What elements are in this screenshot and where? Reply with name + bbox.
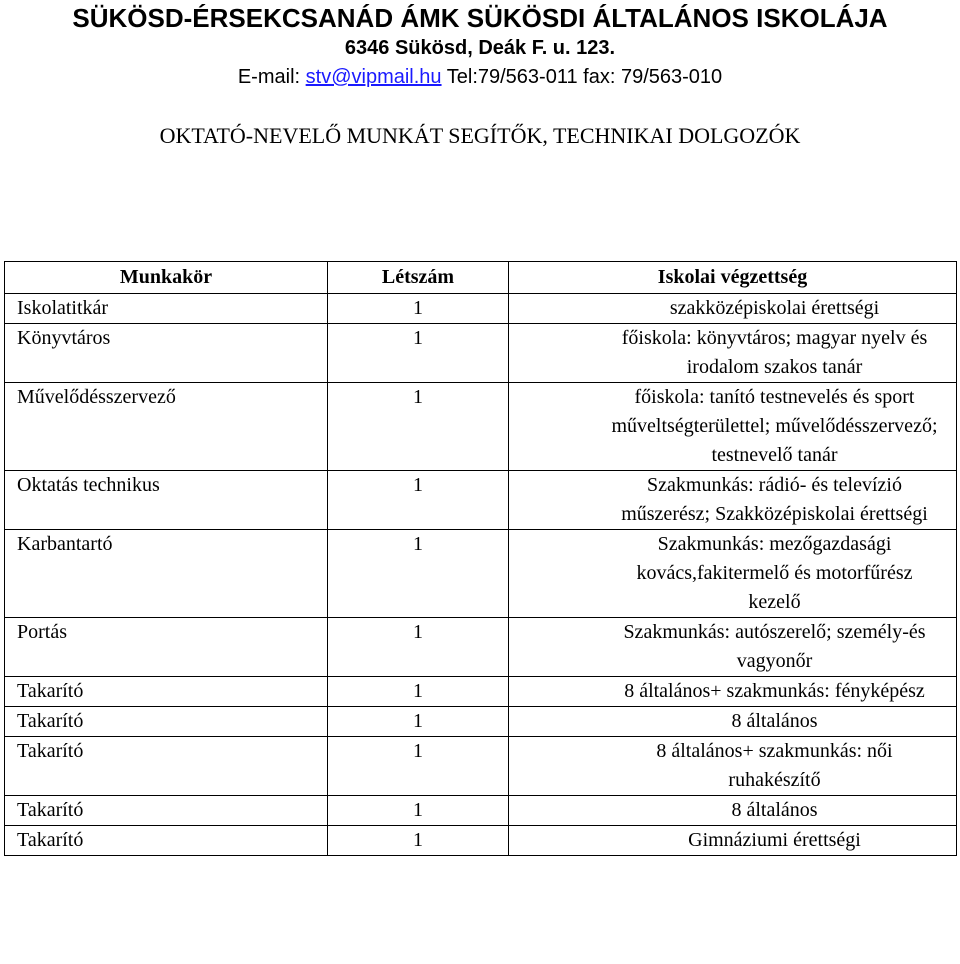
cell-count: 1 [328,471,509,530]
header-count: Létszám [328,262,509,294]
table-row [5,618,957,677]
cell-count: 1 [328,324,509,383]
table-row [5,707,957,737]
cell-count: 1 [328,707,509,737]
cell-role: Takarító [5,677,328,707]
email-label: E-mail: [237,66,301,88]
cell-count: 1 [328,530,509,618]
email-link[interactable]: stv@vipmail.hu [305,66,442,88]
cell-education: főiskola: könyvtáros; magyar nyelv és irodalom szakos tanár [509,324,957,383]
table-row [5,530,957,618]
table-row [5,294,957,324]
fax-number: fax: 79/563-010 [583,66,723,88]
table-row [5,324,957,383]
cell-role: Takarító [5,796,328,826]
cell-education: 8 általános [509,796,957,826]
cell-education: Szakmunkás: mezőgazdasági kovács,fakitermelő és motorfűrész kezelő [509,530,957,618]
contact-line [0,64,960,90]
school-name: SÜKÖSD-ÉRSEKCSANÁD ÁMK SÜKÖSDI ÁLTALÁNOS ISKOLÁJA [72,3,888,33]
table-row [5,471,957,530]
section-title: OKTATÓ-NEVELŐ MUNKÁT SEGÍTŐK, TECHNIKAI DOLGOZÓK [159,123,801,148]
cell-education: 8 általános [509,707,957,737]
cell-role: Takarító [5,737,328,796]
cell-education: szakközépiskolai érettségi [509,294,957,324]
cell-role: Karbantartó [5,530,328,618]
cell-education: főiskola: tanító testnevelés és sport műveltségterülettel; művelődésszervező; testnevelő tanár [509,383,957,471]
cell-role: Könyvtáros [5,324,328,383]
cell-count: 1 [328,677,509,707]
table-row [5,677,957,707]
table-row [5,737,957,796]
cell-education: Szakmunkás: rádió- és televízió műszerész; Szakközépiskolai érettségi [509,471,957,530]
header-education: Iskolai végzettség [509,262,957,294]
table-row [5,383,957,471]
cell-role: Takarító [5,707,328,737]
cell-role: Portás [5,618,328,677]
cell-role: Művelődésszervező [5,383,328,471]
cell-role: Oktatás technikus [5,471,328,530]
header-role: Munkakör [5,262,328,294]
cell-education: Szakmunkás: autószerelő; személy-és vagyonőr [509,618,957,677]
cell-education: 8 általános+ szakmunkás: fényképész [509,677,957,707]
cell-education: Gimnáziumi érettségi [509,826,957,856]
cell-count: 1 [328,737,509,796]
cell-role: Iskolatitkár [5,294,328,324]
cell-count: 1 [328,796,509,826]
table-header-row [5,262,957,294]
cell-education: 8 általános+ szakmunkás: női ruhakészítő [509,737,957,796]
staff-table [4,261,957,856]
cell-count: 1 [328,383,509,471]
cell-count: 1 [328,618,509,677]
cell-role: Takarító [5,826,328,856]
school-address: 6346 Sükösd, Deák F. u. 123. [344,37,616,59]
phone-number: Tel:79/563-011 [446,66,578,88]
table-row [5,826,957,856]
cell-count: 1 [328,294,509,324]
cell-count: 1 [328,826,509,856]
table-row [5,796,957,826]
